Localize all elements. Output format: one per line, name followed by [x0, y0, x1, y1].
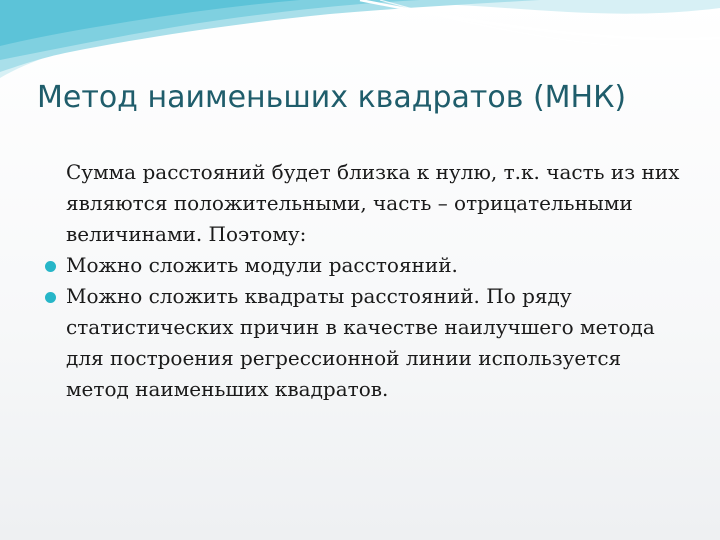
intro-paragraph: [40, 157, 690, 250]
bullet-item: [40, 281, 690, 405]
bullet-item: [40, 250, 690, 281]
bullet-icon: [45, 292, 56, 303]
slide-title: Метод наименьших квадратов (МНК): [37, 80, 627, 115]
header-wave-decoration: [0, 0, 720, 90]
bullet-item-text: Можно сложить модули расстояний.: [66, 253, 458, 277]
bullet-item-text: Можно сложить квадраты расстояний. По ряду статистических причин в качестве наилучшего метода для построения регрессионной линии используется метод наименьших квадратов.: [66, 284, 655, 401]
intro-paragraph-text: Сумма расстояний будет близка к нулю, т.к. часть из них являются положительными, часть – отрицательными величинами. Поэтому:: [66, 160, 680, 246]
bullet-icon: [45, 261, 56, 272]
slide-body: [40, 157, 690, 405]
